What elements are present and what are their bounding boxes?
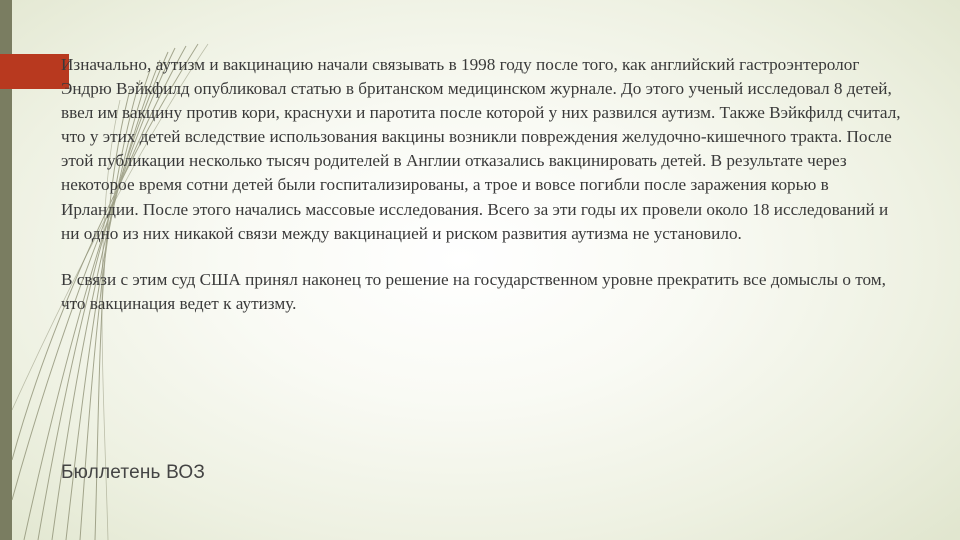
source-caption: Бюллетень ВОЗ: [61, 462, 206, 483]
slide-body: [61, 53, 901, 316]
body-paragraph-2: В связи с этим суд США принял наконец то решение на государственном уровне прекратить все домыслы о том, что вакцинация ведет к аутизму.: [61, 269, 886, 313]
title-accent-block: [0, 54, 69, 89]
body-paragraph-1: Изначально, аутизм и вакцинацию начали связывать в 1998 году после того, как английский гастроэнтеролог Эндрю Вэйкфилд опубликовал статью в британском медицинском журнале. До этого ученый исследовал 8 детей, ввел им вакцину против кори, краснухи и паротита после которой у них развился аутизм. Также Вэйкфилд считал, что у этих детей вследствие использования вакцины возникли повреждения желудочно-кишечного тракта. После этой публикации несколько тысяч родителей в Англии отказались вакцинировать детей. В результате через некоторое время сотни детей были госпитализированы, а трое и вовсе погибли после заражения корью в Ирландии. После этого начались массовые исследования. Всего за эти годы их провели около 18 исследований и ни одно из них никакой связи между вакцинацией и риском развития аутизма не установило.: [61, 55, 901, 243]
